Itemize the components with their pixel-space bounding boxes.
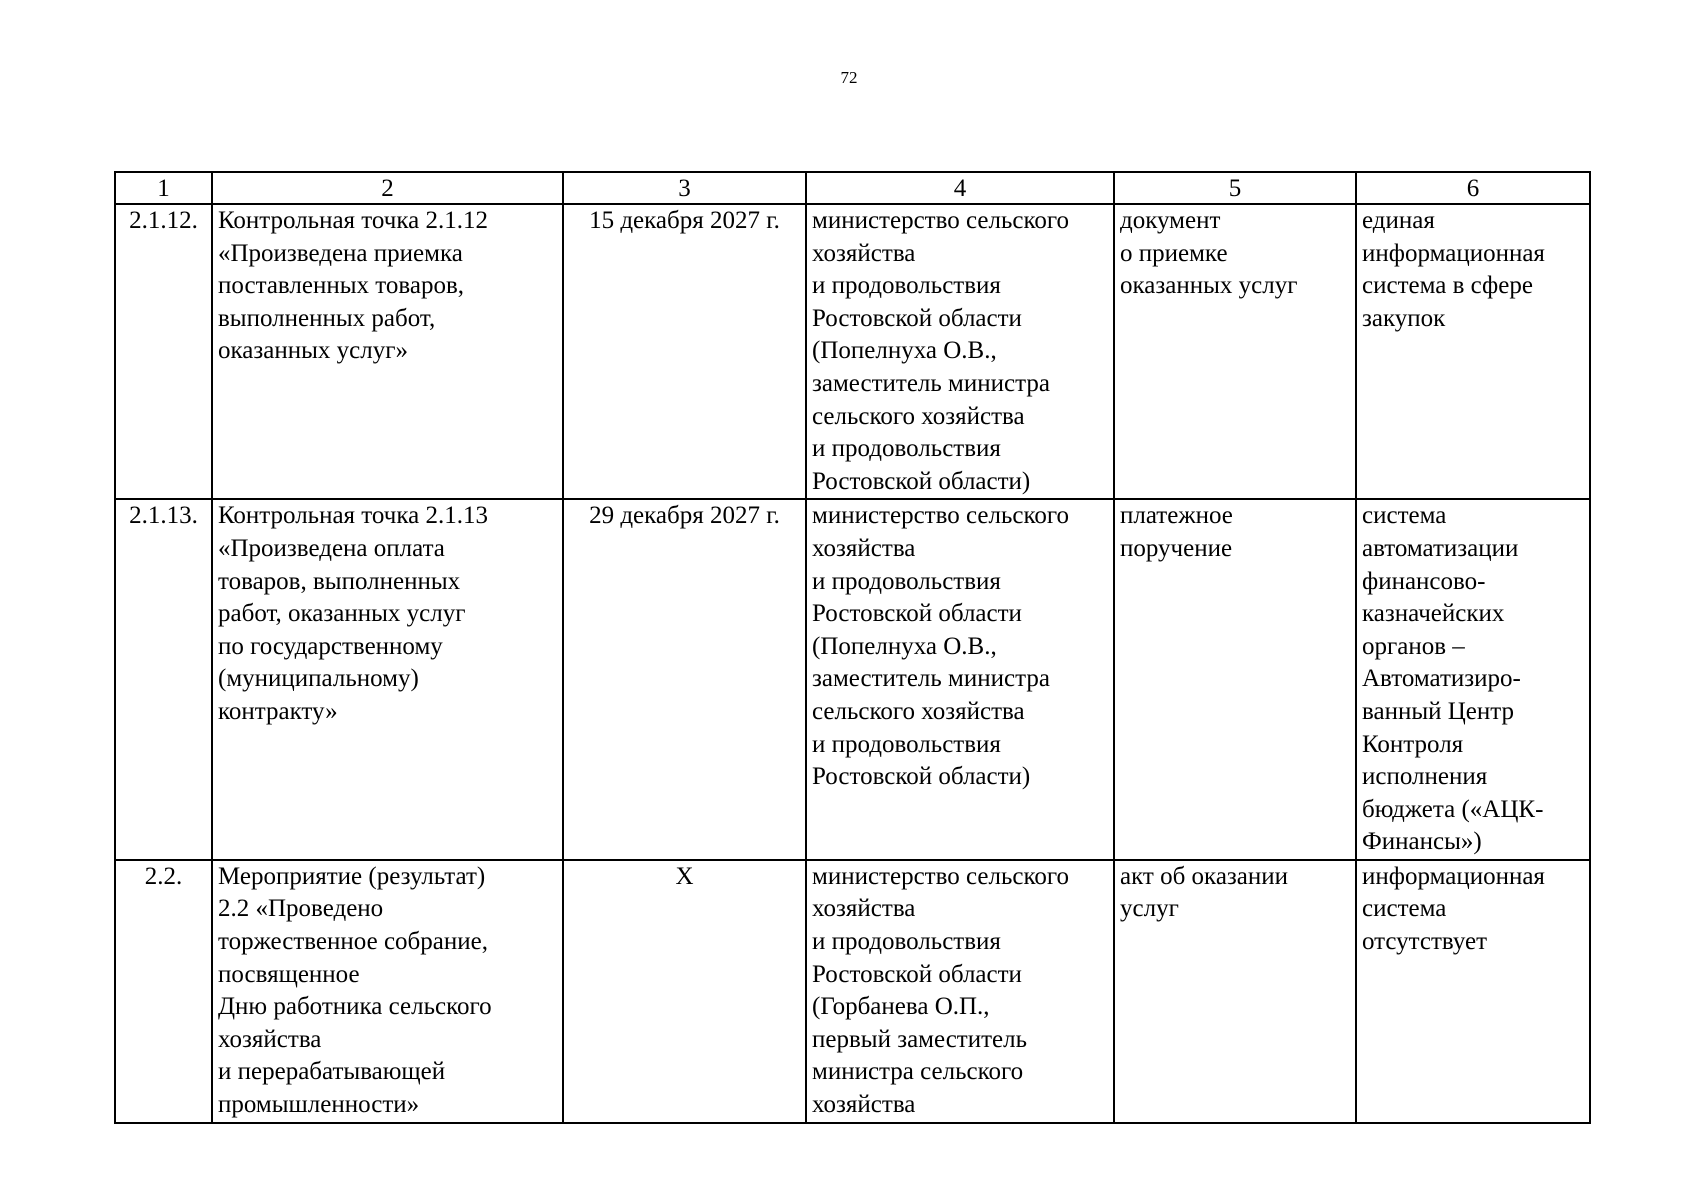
row-document: документ о приемке оказанных услуг [1114, 204, 1356, 499]
column-number-3: 3 [563, 172, 806, 204]
column-number-4: 4 [806, 172, 1114, 204]
row-name: Мероприятие (результат) 2.2 «Проведено торжественное собрание, посвященное Дню работника сельского хозяйства и перерабатывающей промышленности» [212, 860, 563, 1123]
row-document: платежное поручение [1114, 499, 1356, 860]
row-responsible: министерство сельского хозяйства и продовольствия Ростовской области (Попелнуха О.В., заместитель министра сельского хозяйства и продовольствия Ростовской области) [806, 499, 1114, 860]
row-number: 2.1.12. [115, 204, 212, 499]
control-points-table [114, 171, 1591, 1124]
column-number-5: 5 [1114, 172, 1356, 204]
row-date: 29 декабря 2027 г. [563, 499, 806, 860]
column-number-6: 6 [1356, 172, 1590, 204]
row-responsible: министерство сельского хозяйства и продовольствия Ростовской области (Горбанева О.П., первый заместитель министра сельского хозяйства [806, 860, 1114, 1123]
row-date: 15 декабря 2027 г. [563, 204, 806, 499]
row-system: информационная система отсутствует [1356, 860, 1590, 1123]
row-responsible: министерство сельского хозяйства и продовольствия Ростовской области (Попелнуха О.В., заместитель министра сельского хозяйства и продовольствия Ростовской области) [806, 204, 1114, 499]
table-row [115, 499, 1590, 860]
column-number-1: 1 [115, 172, 212, 204]
row-system: система автоматизации финансово- казначейских органов – Автоматизиро- ванный Центр Контроля исполнения бюджета («АЦК- Финансы») [1356, 499, 1590, 860]
column-number-2: 2 [212, 172, 563, 204]
row-document: акт об оказании услуг [1114, 860, 1356, 1123]
table-row [115, 860, 1590, 1123]
row-name: Контрольная точка 2.1.13 «Произведена оплата товаров, выполненных работ, оказанных услуг по государственному (муниципальному) контракту» [212, 499, 563, 860]
row-date: X [563, 860, 806, 1123]
row-system: единая информационная система в сфере закупок [1356, 204, 1590, 499]
row-number: 2.2. [115, 860, 212, 1123]
table-row [115, 204, 1590, 499]
column-number-row [115, 172, 1590, 204]
row-name: Контрольная точка 2.1.12 «Произведена приемка поставленных товаров, выполненных работ, оказанных услуг» [212, 204, 563, 499]
row-number: 2.1.13. [115, 499, 212, 860]
page-number: 72 [840, 68, 858, 87]
